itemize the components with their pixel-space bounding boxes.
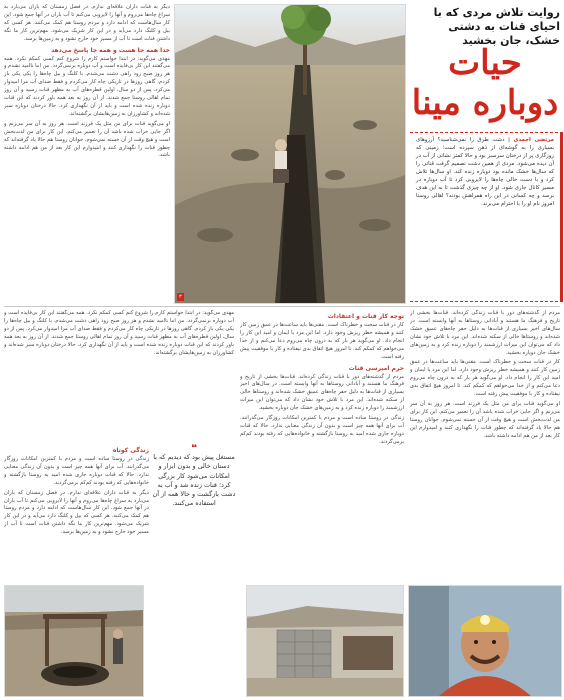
main-photo-qanat bbox=[174, 4, 406, 304]
section-divider bbox=[4, 306, 560, 307]
paragraph: زندگی در روستا ساده است و مردم با کمترین امکانات روزگار می‌گذرانند. آب برای آنها همه چیز است و بدون آن زندگی معنایی ندارد. حالا که قنات دوباره جاری شده امید به روستا بازگشته و خانواده‌هایی که رفته بودند کم‌کم برمی‌گردند. bbox=[240, 415, 404, 445]
center-column-text bbox=[240, 310, 404, 582]
quote-mark-icon: ❝ bbox=[191, 444, 197, 454]
left-column-text bbox=[4, 4, 170, 304]
bottom-photo-well bbox=[4, 585, 144, 697]
left-lower-column-text bbox=[4, 310, 234, 440]
article-title-line1: حیات bbox=[448, 43, 522, 83]
left-bottom-column-text bbox=[4, 444, 149, 582]
paragraph: دیگر به قنات‌ داران علاقه‌ای ندارم. در فصل زمستان که باران می‌بارد به سراغ چاه‌ها می‌روم و آنها را لایروبی می‌کنم تا آب باران در آنها جمع شود. این کار سال‌هاست که ادامه دارد و مردم روستا هم کمک می‌کنند. هر کسی که بیل و کلنگ دارد می‌آید و در این کار شریک می‌شود. مهم‌ترین کار ما نگه داشتن قنات است تا آب از مسیر خود خارج نشود و به زمین‌ها برسد. bbox=[4, 489, 149, 536]
pull-quote-text: مستغل پیش بود که دیدیم که با دستان خالی و بدون ابزار و امکانات می‌شود کار بزرگی کرد؛ قنات زنده شد و آب به دشت بازگشت و حالا همه از آن استفاده می‌کنند. bbox=[152, 453, 236, 508]
paragraph: او می‌گوید قنات برای من مثل یک فرزند است. هر روز به آن سر می‌زنم و اگر جایی خراب شده باشد آن را تعمیر می‌کنم. این کار برای من لذت‌بخش است و هیچ وقت از آن خسته نمی‌شوم. جوانان روستا هم حالا یاد گرفته‌اند که چطور قنات را نگهداری کنند و امیدوارم این کار بعد از من هم ادامه داشته باشد. bbox=[410, 400, 560, 439]
well-photo-image bbox=[5, 586, 143, 696]
pull-quote bbox=[152, 444, 236, 580]
paragraph: مردم از گذشته‌های دور با قنات زندگی کرده‌اند. قنات‌ها بخشی از تاریخ و فرهنگ ما هستند و آبادانی روستاها به آنها وابسته است. در سال‌های اخیر بسیاری از قنات‌ها به دلیل حفر چاه‌های عمیق خشک شده‌اند و روستاها خالی از سکنه شده‌اند. این مرد با تلاش خود نشان داد که می‌توان این میراث ارزشمند را دوباره زنده کرد و به زمین‌های خشک جان دوباره بخشید. bbox=[240, 373, 404, 412]
qanat-photo-image bbox=[175, 5, 405, 303]
paragraph: زندگی در روستا ساده است و مردم با کمترین امکانات روزگار می‌گذرانند. آب برای آنها همه چیز است و بدون آن زندگی معنایی ندارد. حالا که قنات دوباره جاری شده امید به روستا بازگشته و خانواده‌هایی که رفته بودند کم‌کم برمی‌گردند. bbox=[4, 456, 149, 486]
paragraph: کار در قنات سخت و خطرناک است. مقنی‌ها باید ساعت‌ها در عمق زمین کار کنند و همیشه خطر ریزش وجود دارد. اما این مرد با ایمان و امید این کار را انجام داد. او می‌گوید هر بار که به درون چاه می‌روم دعا می‌کنم و از خدا می‌خواهم که کمکم کند. تا امروز هیچ اتفاق بدی نیفتاده و کار با موفقیت پیش رفته است. bbox=[410, 359, 560, 398]
paragraph: مهدی می‌گوید: در ابتدا خواستم کارم را شروع کنم کسی کمکم نکرد. همه می‌گفتند این کار بی‌فایده است و آب دوباره برنمی‌گردد. من اما ناامید نشدم و هر روز صبح زود راهی دشت می‌شدم. با کلنگ و بیل چاه‌ها را یکی یکی باز کردم. گاهی روزها در تاریکی چاه کار می‌کردم و فقط صدای آب مرا امیدوار می‌کرد. پس از دو سال، اولین قطره‌های آب به مظهر قنات رسید و آن روز تمام اهالی روستا جمع شدند. از آن روز به بعد همه باور کردند که این قنات دوباره زنده شده است و باید از آن نگهداری کرد. حالا درختان دوباره سبز شده‌اند و کشاورزان به زمین‌هایشان برگشته‌اند. bbox=[4, 310, 234, 356]
paragraph: او می‌گوید قنات برای من مثل یک فرزند است. هر روز به آن سر می‌زنم و اگر جایی خراب شده باشد آن را تعمیر می‌کنم. این کار برای من لذت‌بخش است و هیچ وقت از آن خسته نمی‌شوم. جوانان روستا هم حالا یاد گرفته‌اند که چطور قنات را نگهداری کنند و امیدوارم این کار بعد از من هم ادامه داشته باشد. bbox=[4, 120, 170, 159]
blocks-photo-image bbox=[247, 586, 403, 696]
article-title-line2: دوباره مینا bbox=[411, 83, 559, 123]
paragraph: دیگر به قنات‌ داران علاقه‌ای ندارم. در فصل زمستان که باران می‌بارد به سراغ چاه‌ها می‌روم و آنها را لایروبی می‌کنم تا آب باران در آنها جمع شود. این کار سال‌هاست که ادامه دارد و مردم روستا هم کمک می‌کنند. هر کسی که بیل و کلنگ دارد می‌آید و در این کار شریک می‌شود. مهم‌ترین کار ما نگه داشتن قنات است تا آب از مسیر خود خارج نشود و به زمین‌ها برسد. bbox=[4, 4, 170, 42]
lead-paragraph: مرتضی احمدی | دشت طرق را نمی‌شناسید؟ آرزوهای بسیاری را به گوشه‌ای از ذهن سپرده است؛ زمینی که روزگاری پر از درختان سرسبز بود و حالا کمتر نشانی از آب در آن دیده می‌شود. مردی از همین دشت تصمیم گرفت قناتی را که سال‌ها خشک مانده بود دوباره زنده کند. او سال‌ها تلاش کرد و با دست خالی چاه‌ها را لایروبی کرد تا آب دوباره در مسیر کانال جاری شود. او از چه چیزی گذشت تا به این هدف برسد و چه کسانی در این راه همراهش بودند؟ اهالی روستا امروز نام او را با احترام می‌برند. bbox=[410, 132, 563, 302]
subheading: زندگی کوتاه bbox=[112, 447, 149, 454]
paragraph: مردم از گذشته‌های دور با قنات زندگی کرده‌اند. قنات‌ها بخشی از تاریخ و فرهنگ ما هستند و آبادانی روستاها به آنها وابسته است. در سال‌های اخیر بسیاری از قنات‌ها به دلیل حفر چاه‌های عمیق خشک شده‌اند و روستاها خالی از سکنه شده‌اند. این مرد با تلاش خود نشان داد که می‌توان این میراث ارزشمند را دوباره زنده کرد و به زمین‌های خشک جان دوباره بخشید. bbox=[410, 310, 560, 356]
article-kicker: روایت تلاش مردی که با احیای قنات به دشتی خشک، جان بخشید bbox=[433, 6, 560, 47]
paragraph: کار در قنات سخت و خطرناک است. مقنی‌ها باید ساعت‌ها در عمق زمین کار کنند و همیشه خطر ریزش وجود دارد. اما این مرد با ایمان و امید این کار را انجام داد. او می‌گوید هر بار که به درون چاه می‌روم دعا می‌کنم و از خدا می‌خواهم که کمکم کند. تا امروز هیچ اتفاق بدی نیفتاده و کار با موفقیت پیش رفته است. bbox=[240, 322, 404, 360]
bottom-photo-blocks bbox=[246, 585, 404, 697]
lead-text: دشت طرق را نمی‌شناسید؟ آرزوهای بسیاری را به گوشه‌ای از ذهن سپرده است؛ زمینی که روزگاری پر از درختان سرسبز بود و حالا کمتر نشانی از آب در آن دیده می‌شود. مردی از همین دشت تصمیم گرفت قناتی را که سال‌ها خشک مانده بود دوباره زنده کند. او سال‌ها تلاش کرد و با دست خالی چاه‌ها را لایروبی کرد تا آب دوباره در مسیر کانال جاری شود. او از چه چیزی گذشت تا به این هدف برسد و چه کسانی در این راه همراهش بودند؟ اهالی روستا امروز نام او را با احترام می‌برند. bbox=[416, 137, 554, 207]
paragraph: مهدی می‌گوید: در ابتدا خواستم کارم را شروع کنم کسی کمکم نکرد. همه می‌گفتند این کار بی‌فایده است و آب دوباره برنمی‌گردد. من اما ناامید نشدم و هر روز صبح زود راهی دشت می‌شدم. با کلنگ و بیل چاه‌ها را یکی یکی باز کردم. گاهی روزها در تاریکی چاه کار می‌کردم و فقط صدای آب مرا امیدوار می‌کرد. پس از دو سال، اولین قطره‌های آب به مظهر قنات رسید و آن روز تمام اهالی روستا جمع شدند. از آن روز به بعد همه باور کردند که این قنات دوباره زنده شده است و باید از آن نگهداری کرد. حالا درختان دوباره سبز شده‌اند و کشاورزان به زمین‌هایشان برگشته‌اند. bbox=[4, 55, 170, 117]
bottom-photo-portrait bbox=[408, 585, 562, 697]
right-column-text bbox=[410, 310, 560, 582]
byline: مرتضی احمدی bbox=[513, 137, 555, 143]
page-marker: ۳ bbox=[179, 294, 182, 300]
portrait-photo-image bbox=[409, 586, 561, 696]
subheading: توجه کار قنات و اعتقادات bbox=[327, 313, 404, 320]
subheading: حرم امیرسی قنات bbox=[348, 364, 404, 372]
subheading: خدا همه جا هست و همه جا پاسخ می‌دهد bbox=[51, 46, 170, 54]
